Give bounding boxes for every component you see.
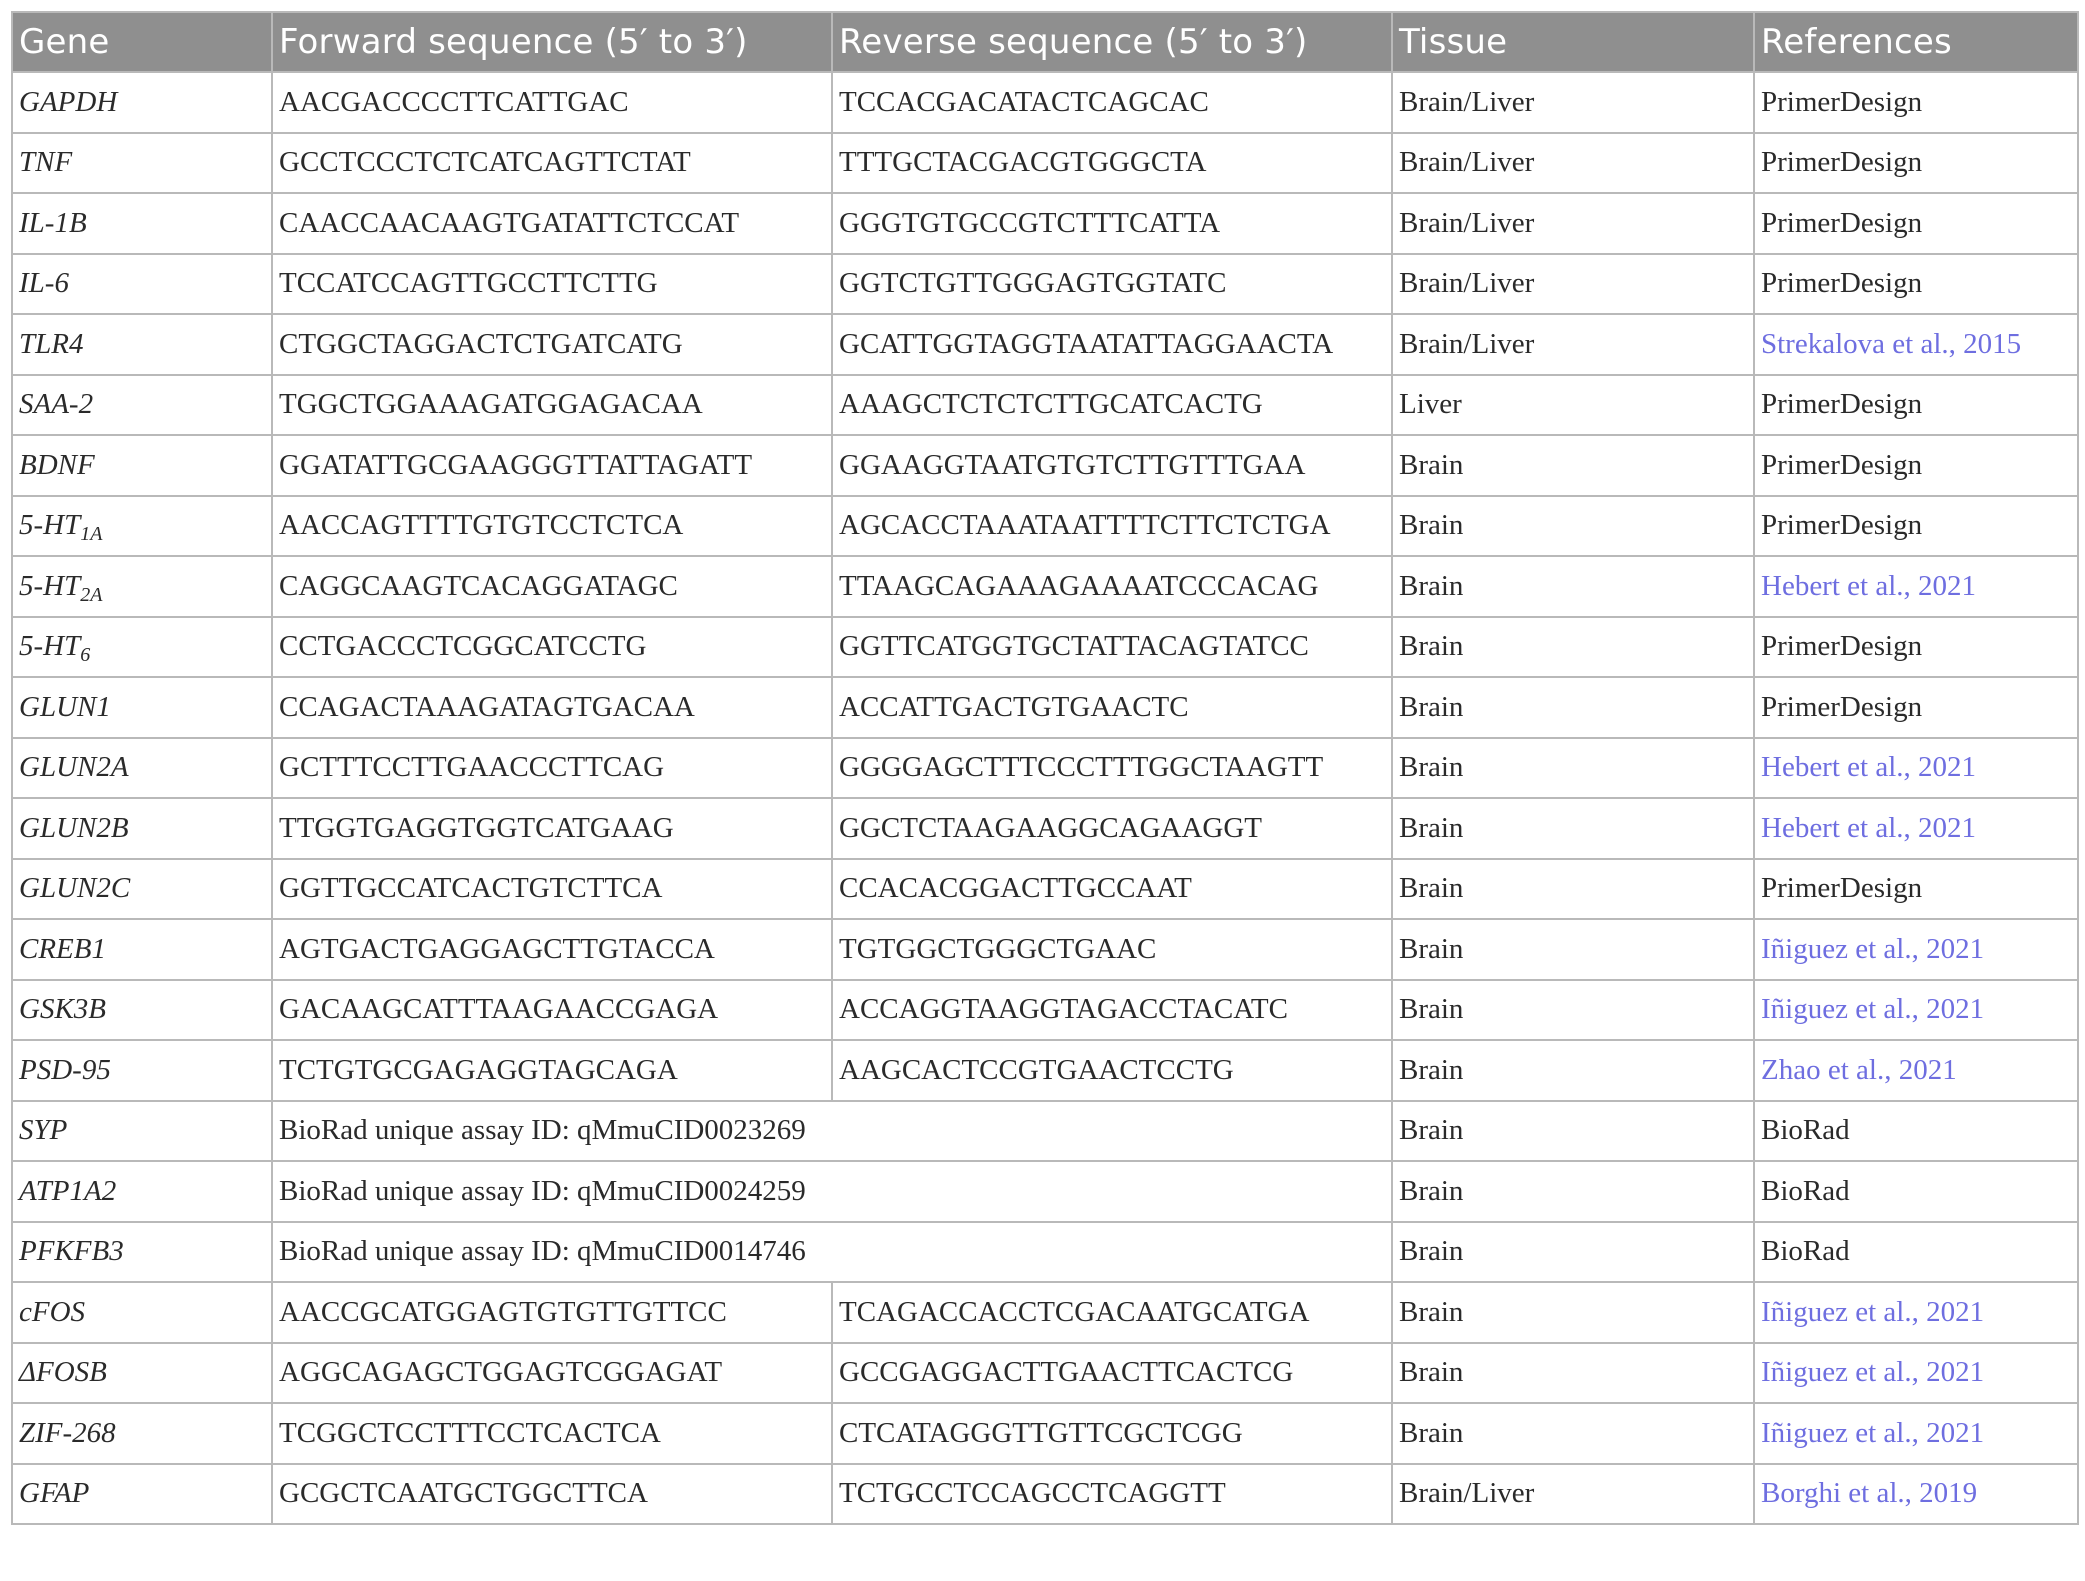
- gene-name: ATP1A2: [19, 1174, 117, 1207]
- reverse-sequence-cell: AAAGCTCTCTCTTGCATCACTG: [832, 375, 1392, 436]
- gene-name: IL-6: [19, 267, 69, 300]
- table-row: [12, 1403, 2078, 1464]
- reference-cell: PrimerDesign: [1754, 193, 2078, 254]
- gene-name: SAA-2: [19, 388, 94, 421]
- table-row: [12, 738, 2078, 799]
- table-row: [12, 859, 2078, 920]
- reverse-sequence-cell: ACCAGGTAAGGTAGACCTACATC: [832, 980, 1392, 1041]
- gene-cell: [12, 1222, 272, 1283]
- reference-cell: PrimerDesign: [1754, 72, 2078, 133]
- gene-cell: [12, 677, 272, 738]
- gene-name: 5-HT: [19, 569, 81, 602]
- reference-link[interactable]: Zhao et al., 2021: [1754, 1040, 2078, 1101]
- reference-link[interactable]: Iñiguez et al., 2021: [1754, 980, 2078, 1041]
- gene-name: GLUN2C: [19, 872, 131, 905]
- reference-cell: BioRad: [1754, 1161, 2078, 1222]
- gene-cell: [12, 1464, 272, 1525]
- reference-link[interactable]: Strekalova et al., 2015: [1754, 314, 2078, 375]
- reference-link[interactable]: Iñiguez et al., 2021: [1754, 1343, 2078, 1404]
- forward-sequence-cell: AACCGCATGGAGTGTGTTGTTCC: [272, 1282, 832, 1343]
- gene-cell: [12, 556, 272, 617]
- tissue-cell: Brain: [1392, 1101, 1754, 1162]
- table-row: [12, 617, 2078, 678]
- reverse-sequence-cell: GCCGAGGACTTGAACTTCACTCG: [832, 1343, 1392, 1404]
- table-row: [12, 72, 2078, 133]
- gene-subscript: 1A: [80, 523, 103, 546]
- tissue-cell: Brain: [1392, 496, 1754, 557]
- tissue-cell: Brain: [1392, 617, 1754, 678]
- table-row: [12, 133, 2078, 194]
- gene-subscript: 2A: [80, 583, 103, 606]
- table-row: [12, 193, 2078, 254]
- reference-cell: PrimerDesign: [1754, 375, 2078, 436]
- gene-cell: [12, 133, 272, 194]
- reverse-sequence-cell: GCATTGGTAGGTAATATTAGGAACTA: [832, 314, 1392, 375]
- tissue-cell: Brain: [1392, 435, 1754, 496]
- table-row: [12, 1101, 2078, 1162]
- gene-name: GLUN2A: [19, 751, 129, 784]
- reference-cell: BioRad: [1754, 1101, 2078, 1162]
- tissue-cell: Brain/Liver: [1392, 193, 1754, 254]
- header-gene: Gene: [12, 12, 272, 72]
- reference-link[interactable]: Hebert et al., 2021: [1754, 556, 2078, 617]
- tissue-cell: Brain/Liver: [1392, 314, 1754, 375]
- gene-name: PFKFB3: [19, 1235, 124, 1268]
- gene-name: CREB1: [19, 932, 106, 965]
- gene-cell: [12, 375, 272, 436]
- gene-cell: [12, 254, 272, 315]
- reference-link[interactable]: Hebert et al., 2021: [1754, 738, 2078, 799]
- table-row: [12, 375, 2078, 436]
- gene-name: PSD-95: [19, 1053, 111, 1086]
- gene-cell: [12, 919, 272, 980]
- reference-cell: PrimerDesign: [1754, 859, 2078, 920]
- gene-cell: [12, 1101, 272, 1162]
- forward-sequence-cell: GGATATTGCGAAGGGTTATTAGATT: [272, 435, 832, 496]
- forward-sequence-cell: TCGGCTCCTTTCCTCACTCA: [272, 1403, 832, 1464]
- gene-name: GLUN1: [19, 690, 111, 723]
- reverse-sequence-cell: AAGCACTCCGTGAACTCCTG: [832, 1040, 1392, 1101]
- tissue-cell: Brain: [1392, 1161, 1754, 1222]
- header-row: [12, 12, 2078, 72]
- gene-name: cFOS: [19, 1295, 86, 1328]
- tissue-cell: Liver: [1392, 375, 1754, 436]
- tissue-cell: Brain: [1392, 919, 1754, 980]
- forward-sequence-cell: AGTGACTGAGGAGCTTGTACCA: [272, 919, 832, 980]
- reverse-sequence-cell: TGTGGCTGGGCTGAAC: [832, 919, 1392, 980]
- table-body: [12, 72, 2078, 1524]
- tissue-cell: Brain: [1392, 1040, 1754, 1101]
- gene-subscript: 6: [80, 644, 91, 667]
- forward-sequence-cell: GCTTTCCTTGAACCCTTCAG: [272, 738, 832, 799]
- gene-name: GAPDH: [19, 85, 118, 118]
- forward-sequence-cell: TTGGTGAGGTGGTCATGAAG: [272, 798, 832, 859]
- reverse-sequence-cell: GGGGAGCTTTCCCTTTGGCTAAGTT: [832, 738, 1392, 799]
- header-reverse-sequence: Reverse sequence (5′ to 3′): [832, 12, 1392, 72]
- forward-sequence-cell: TCCATCCAGTTGCCTTCTTG: [272, 254, 832, 315]
- forward-sequence-cell: GACAAGCATTTAAGAACCGAGA: [272, 980, 832, 1041]
- tissue-cell: Brain: [1392, 859, 1754, 920]
- gene-cell: [12, 1161, 272, 1222]
- header-tissue: Tissue: [1392, 12, 1754, 72]
- reverse-sequence-cell: CCACACGGACTTGCCAAT: [832, 859, 1392, 920]
- reference-link[interactable]: Iñiguez et al., 2021: [1754, 919, 2078, 980]
- forward-sequence-cell: TGGCTGGAAAGATGGAGACAA: [272, 375, 832, 436]
- gene-name: 5-HT: [19, 630, 81, 663]
- tissue-cell: Brain/Liver: [1392, 1464, 1754, 1525]
- reference-cell: PrimerDesign: [1754, 254, 2078, 315]
- forward-sequence-cell: CCAGACTAAAGATAGTGACAA: [272, 677, 832, 738]
- gene-name: ZIF-268: [19, 1416, 116, 1449]
- tissue-cell: Brain: [1392, 1282, 1754, 1343]
- gene-cell: [12, 1403, 272, 1464]
- table-row: [12, 1343, 2078, 1404]
- reference-link[interactable]: Borghi et al., 2019: [1754, 1464, 2078, 1525]
- reference-cell: BioRad: [1754, 1222, 2078, 1283]
- assay-id-cell: BioRad unique assay ID: qMmuCID0014746: [272, 1222, 1392, 1283]
- forward-sequence-cell: CCTGACCCTCGGCATCCTG: [272, 617, 832, 678]
- gene-cell: [12, 193, 272, 254]
- reverse-sequence-cell: TCAGACCACCTCGACAATGCATGA: [832, 1282, 1392, 1343]
- tissue-cell: Brain: [1392, 556, 1754, 617]
- reverse-sequence-cell: TCTGCCTCCAGCCTCAGGTT: [832, 1464, 1392, 1525]
- tissue-cell: Brain: [1392, 677, 1754, 738]
- reverse-sequence-cell: TTTGCTACGACGTGGGCTA: [832, 133, 1392, 194]
- forward-sequence-cell: AACGACCCCTTCATTGAC: [272, 72, 832, 133]
- tissue-cell: Brain: [1392, 1343, 1754, 1404]
- tissue-cell: Brain/Liver: [1392, 72, 1754, 133]
- table-row: [12, 980, 2078, 1041]
- forward-sequence-cell: CAGGCAAGTCACAGGATAGC: [272, 556, 832, 617]
- reverse-sequence-cell: AGCACCTAAATAATTTTCTTCTCTGA: [832, 496, 1392, 557]
- table-row: [12, 1161, 2078, 1222]
- reverse-sequence-cell: GGTCTGTTGGGAGTGGTATC: [832, 254, 1392, 315]
- gene-name: GLUN2B: [19, 811, 129, 844]
- reference-cell: PrimerDesign: [1754, 496, 2078, 557]
- assay-id-cell: BioRad unique assay ID: qMmuCID0023269: [272, 1101, 1392, 1162]
- forward-sequence-cell: AACCAGTTTTGTGTCCTCTCA: [272, 496, 832, 557]
- table-row: [12, 1282, 2078, 1343]
- gene-cell: [12, 1040, 272, 1101]
- gene-name: TNF: [19, 146, 73, 179]
- reference-link[interactable]: Iñiguez et al., 2021: [1754, 1282, 2078, 1343]
- tissue-cell: Brain/Liver: [1392, 254, 1754, 315]
- table-row: [12, 254, 2078, 315]
- reverse-sequence-cell: ACCATTGACTGTGAACTC: [832, 677, 1392, 738]
- gene-cell: [12, 1343, 272, 1404]
- reference-link[interactable]: Hebert et al., 2021: [1754, 798, 2078, 859]
- reverse-sequence-cell: GGCTCTAAGAAGGCAGAAGGT: [832, 798, 1392, 859]
- gene-name: ΔFOSB: [19, 1356, 107, 1389]
- tissue-cell: Brain: [1392, 738, 1754, 799]
- gene-cell: [12, 980, 272, 1041]
- gene-cell: [12, 72, 272, 133]
- tissue-cell: Brain: [1392, 980, 1754, 1041]
- gene-cell: [12, 738, 272, 799]
- reverse-sequence-cell: GGTTCATGGTGCTATTACAGTATCC: [832, 617, 1392, 678]
- table-row: [12, 496, 2078, 557]
- table-row: [12, 1464, 2078, 1525]
- gene-cell: [12, 617, 272, 678]
- table-row: [12, 556, 2078, 617]
- forward-sequence-cell: CTGGCTAGGACTCTGATCATG: [272, 314, 832, 375]
- reverse-sequence-cell: TCCACGACATACTCAGCAC: [832, 72, 1392, 133]
- header-references: References: [1754, 12, 2078, 72]
- gene-cell: [12, 314, 272, 375]
- reference-cell: PrimerDesign: [1754, 677, 2078, 738]
- assay-id-cell: BioRad unique assay ID: qMmuCID0024259: [272, 1161, 1392, 1222]
- gene-cell: [12, 798, 272, 859]
- forward-sequence-cell: TCTGTGCGAGAGGTAGCAGA: [272, 1040, 832, 1101]
- tissue-cell: Brain: [1392, 1403, 1754, 1464]
- forward-sequence-cell: CAACCAACAAGTGATATTCTCCAT: [272, 193, 832, 254]
- tissue-cell: Brain: [1392, 798, 1754, 859]
- header-forward-sequence: Forward sequence (5′ to 3′): [272, 12, 832, 72]
- gene-name: BDNF: [19, 448, 95, 481]
- gene-cell: [12, 435, 272, 496]
- reverse-sequence-cell: CTCATAGGGTTGTTCGCTCGG: [832, 1403, 1392, 1464]
- forward-sequence-cell: GGTTGCCATCACTGTCTTCA: [272, 859, 832, 920]
- reverse-sequence-cell: GGAAGGTAATGTGTCTTGTTTGAA: [832, 435, 1392, 496]
- tissue-cell: Brain/Liver: [1392, 133, 1754, 194]
- gene-name: GSK3B: [19, 993, 106, 1026]
- forward-sequence-cell: GCCTCCCTCTCATCAGTTCTAT: [272, 133, 832, 194]
- table-row: [12, 798, 2078, 859]
- gene-cell: [12, 859, 272, 920]
- forward-sequence-cell: GCGCTCAATGCTGGCTTCA: [272, 1464, 832, 1525]
- table-row: [12, 1222, 2078, 1283]
- gene-name: SYP: [19, 1114, 68, 1147]
- reverse-sequence-cell: GGGTGTGCCGTCTTTCATTA: [832, 193, 1392, 254]
- table-row: [12, 314, 2078, 375]
- primer-table: [11, 11, 2079, 1525]
- reference-cell: PrimerDesign: [1754, 435, 2078, 496]
- reference-cell: PrimerDesign: [1754, 133, 2078, 194]
- table-row: [12, 1040, 2078, 1101]
- reference-link[interactable]: Iñiguez et al., 2021: [1754, 1403, 2078, 1464]
- table-row: [12, 919, 2078, 980]
- gene-name: GFAP: [19, 1477, 90, 1510]
- gene-cell: [12, 1282, 272, 1343]
- table-row: [12, 677, 2078, 738]
- reference-cell: PrimerDesign: [1754, 617, 2078, 678]
- forward-sequence-cell: AGGCAGAGCTGGAGTCGGAGAT: [272, 1343, 832, 1404]
- gene-name: IL-1B: [19, 206, 87, 239]
- reverse-sequence-cell: TTAAGCAGAAAGAAAATCCCACAG: [832, 556, 1392, 617]
- gene-name: 5-HT: [19, 509, 81, 542]
- gene-name: TLR4: [19, 327, 84, 360]
- table-row: [12, 435, 2078, 496]
- gene-cell: [12, 496, 272, 557]
- tissue-cell: Brain: [1392, 1222, 1754, 1283]
